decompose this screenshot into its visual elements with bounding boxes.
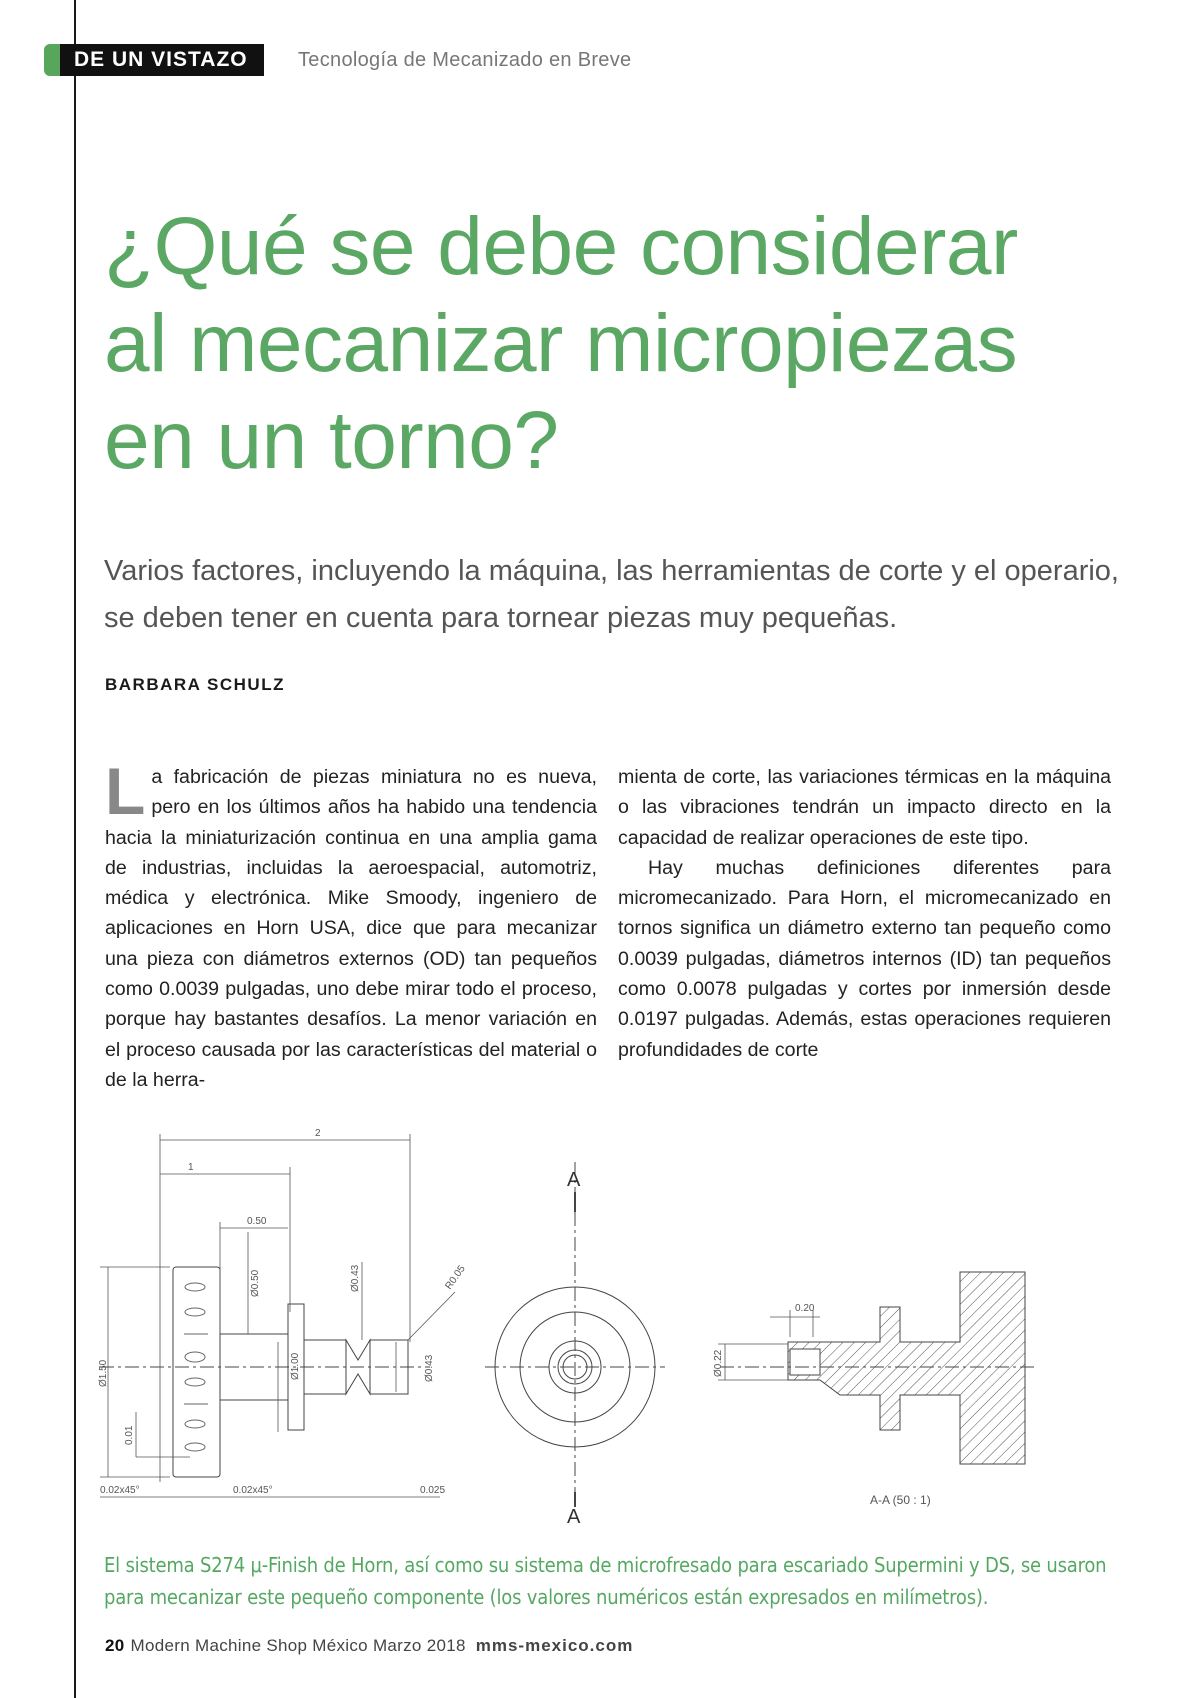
headline-line-2: al mecanizar micropiezas bbox=[104, 298, 1018, 389]
body-paragraph: mienta de corte, las variaciones térmicas en la máquina o las vibraciones tendrán un impacto directo en la capacidad de realizar operaciones de este tipo. bbox=[618, 766, 1111, 849]
drop-cap: L bbox=[105, 754, 146, 828]
dim-label: 0.025 bbox=[420, 1485, 446, 1496]
body-text-col1: a fabricación de piezas miniatura no es nueva, pero en los últimos años ha habido una tendencia hacia la miniaturización continua en una amplia gama de industrias, incluidas la aeroespacial, automotriz, médica y electrónica. Mike Smoody, ingeniero de aplicaciones en Horn USA, dice que para mecanizar una pieza con diámetros externos (OD) tan pequeños como 0.0039 pulgadas, uno debe mirar todo el proceso, porque hay bastantes desafíos. La menor variación en el proceso causada por las características del material o de la herra- bbox=[105, 766, 597, 1091]
dim-label: 0.01 bbox=[124, 1425, 135, 1445]
dim-label: Ø1.00 bbox=[290, 1352, 301, 1380]
headline-line-1: ¿Qué se debe considerar bbox=[104, 201, 1018, 292]
section-label: DE UN VISTAZO bbox=[60, 44, 264, 76]
dim-label: R0.05 bbox=[443, 1263, 468, 1292]
side-view-head bbox=[173, 1267, 220, 1477]
body-column-left bbox=[105, 754, 597, 1095]
section-subtitle: Tecnología de Mecanizado en Breve bbox=[298, 49, 632, 71]
headline-line-3: en un torno? bbox=[104, 395, 559, 486]
byline: BARBARA SCHULZ bbox=[105, 675, 285, 694]
dim-label: 1 bbox=[188, 1162, 194, 1173]
dim-label: Ø0.22 bbox=[713, 1349, 724, 1377]
article-dek: Varios factores, incluyendo la máquina, las herramientas de corte y el operario, se deben tener en cuenta para tornear piezas muy pequeñas. bbox=[104, 555, 1119, 634]
publication-name: Modern Machine Shop México Marzo 2018 bbox=[130, 1636, 466, 1655]
article-headline bbox=[104, 198, 1154, 489]
body-column-right bbox=[618, 762, 1111, 1065]
page-number: 20 bbox=[105, 1636, 125, 1655]
body-paragraph: Hay muchas definiciones diferentes para micromecanizado. Para Horn, el micromecanizado en tornos significa un diámetro externo tan pequeño como 0.0039 pulgadas, diámetros internos (ID) tan pequeños como 0.0078 pulgadas y cortes por inmersión desde 0.0197 pulgadas. Además, estas operaciones requieren profundidades de corte bbox=[618, 856, 1111, 1061]
dim-label: 0.02x45° bbox=[233, 1485, 273, 1496]
dim-label: 2 bbox=[315, 1128, 321, 1139]
figure-caption: El sistema S274 μ-Finish de Horn, así como su sistema de microfresado para escariado Supermini y DS, se usaron para mecanizar este pequeño componente (los valores numéricos están expresados en milímetros). bbox=[104, 1553, 1107, 1609]
section-marker-bottom: A bbox=[567, 1506, 581, 1528]
technical-drawing bbox=[98, 1112, 1120, 1528]
dim-label: 0.20 bbox=[795, 1303, 815, 1314]
page-footer bbox=[105, 1636, 633, 1656]
section-view-label: A-A (50 : 1) bbox=[870, 1493, 931, 1507]
section-view-body bbox=[788, 1272, 1025, 1464]
dim-label: Ø0.43 bbox=[350, 1264, 361, 1292]
dim-label: 0.50 bbox=[247, 1216, 267, 1227]
section-marker-top: A bbox=[567, 1169, 581, 1191]
section-tab bbox=[44, 44, 264, 76]
dim-label: Ø0.43 bbox=[424, 1354, 435, 1382]
dim-label: 0.02x45° bbox=[100, 1485, 140, 1496]
dim-label: Ø0.50 bbox=[250, 1269, 261, 1297]
dim-label: Ø1.50 bbox=[98, 1359, 109, 1387]
margin-rule bbox=[74, 0, 76, 1698]
footer-url[interactable]: mms-mexico.com bbox=[475, 1636, 634, 1655]
